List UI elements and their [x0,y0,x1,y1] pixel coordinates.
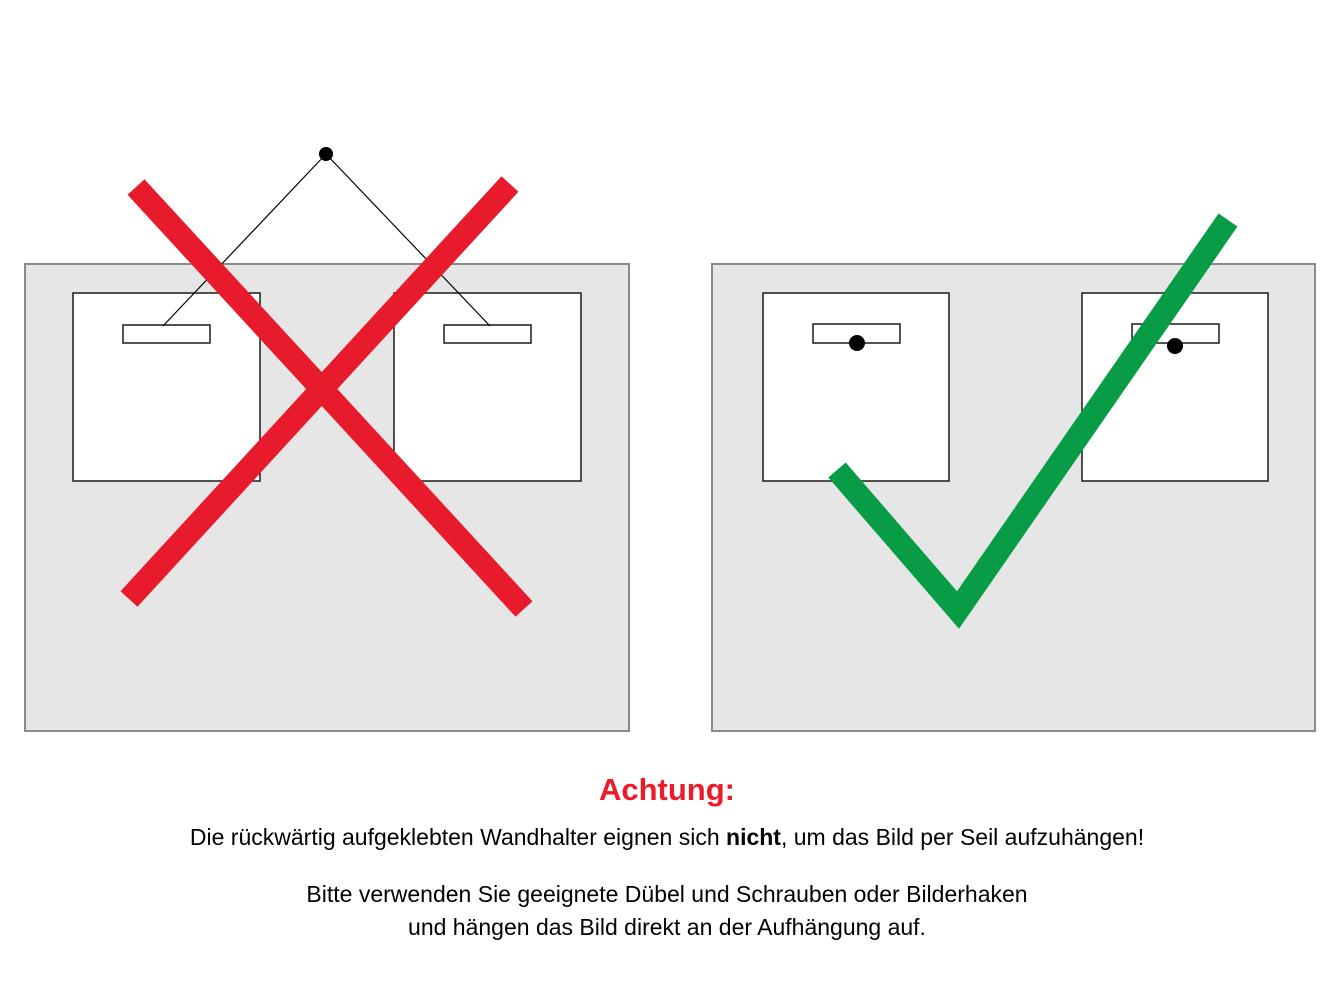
attention-heading: Achtung: [598,772,736,807]
wall-holder [123,325,210,343]
correct-method-panel [712,220,1315,731]
warning-text-emphasis: nicht [726,824,781,850]
screw-point [849,335,865,351]
warning-text [0,824,1334,851]
warning-text-suffix: , um das Bild per Seil aufzuhängen! [780,824,1145,850]
instruction-line-2: und hängen das Bild direkt an der Aufhängung auf. [408,914,926,940]
instruction-line-1: Bitte verwenden Sie geeignete Dübel und Schrauben oder Bilderhaken [306,881,1028,907]
picture-frame [394,293,581,481]
screw-point [1167,338,1183,354]
instruction-text [0,878,1334,944]
wrong-method-panel [25,147,629,731]
picture-frame [73,293,260,481]
nail-point [319,147,333,161]
warning-text-prefix: Die rückwärtig aufgeklebten Wandhalter eignen sich [189,824,727,850]
picture-frame [763,293,949,481]
wall-holder [444,325,531,343]
